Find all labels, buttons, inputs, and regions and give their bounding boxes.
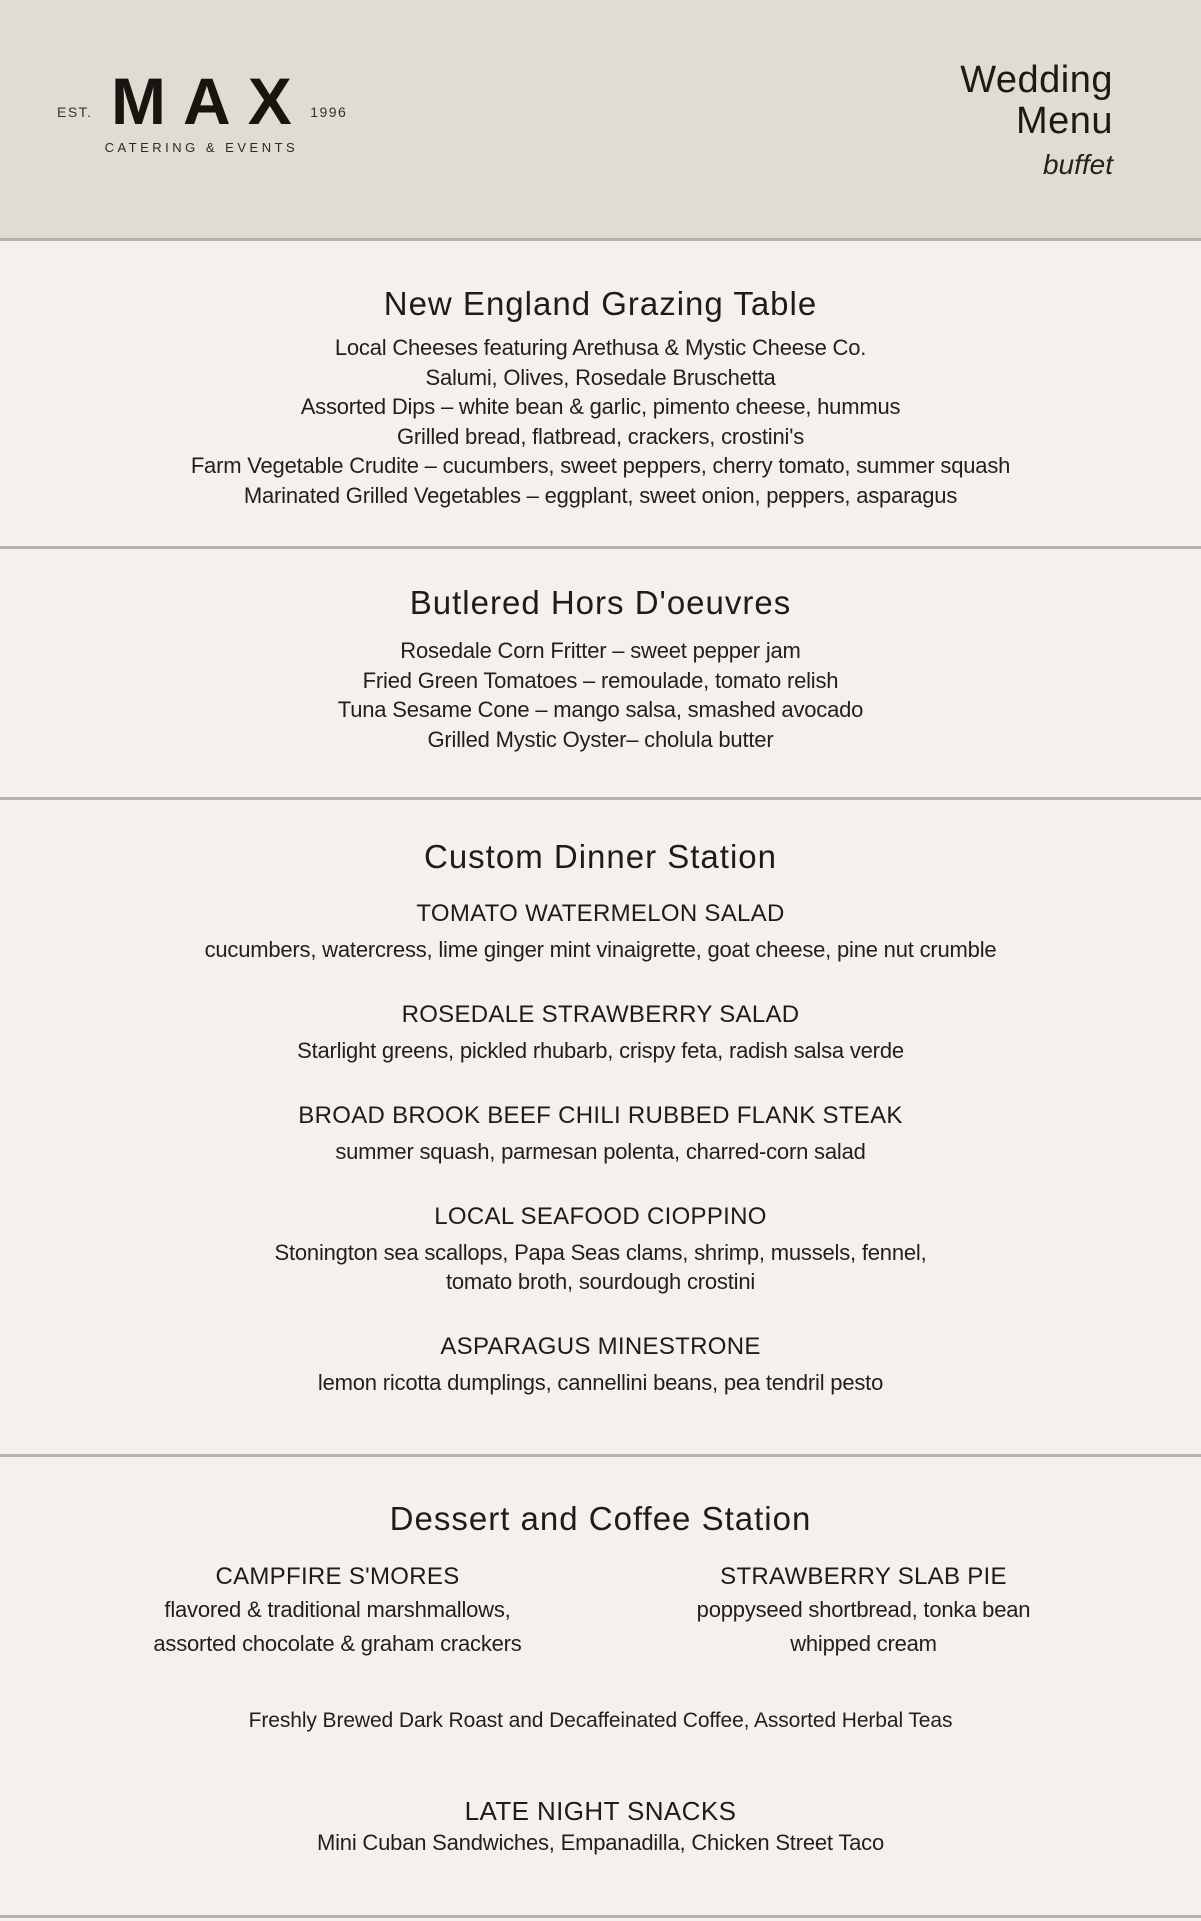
menu-item: Tuna Sesame Cone – mango salsa, smashed avocado — [337, 697, 864, 722]
logo-wordmark-block — [104, 64, 309, 155]
menu-item: Fried Green Tomatoes – remoulade, tomato relish — [362, 667, 839, 693]
header — [0, 0, 1201, 238]
divider — [0, 797, 1201, 800]
menu-title-line-1: Wedding — [960, 59, 1113, 101]
course-name: ROSEDALE STRAWBERRY SALAD — [401, 1001, 800, 1028]
course-name: TOMATO WATERMELON SALAD — [416, 900, 785, 927]
late-night-snacks-title: LATE NIGHT SNACKS — [464, 1796, 737, 1826]
section-title: New England Grazing Table — [383, 285, 818, 322]
course-rosedale-strawberry-salad — [0, 1001, 1201, 1065]
coffee-note: Freshly Brewed Dark Roast and Decaffeinated Coffee, Assorted Herbal Teas — [248, 1709, 953, 1732]
logo-year-label: 1996 — [310, 103, 348, 120]
menu-item: Local Cheeses featuring Arethusa & Mystic Cheese Co. — [334, 335, 867, 360]
divider — [0, 1454, 1201, 1457]
late-night-snacks-desc: Mini Cuban Sandwiches, Empanadilla, Chicken Street Taco — [316, 1830, 885, 1855]
menu-title-block — [960, 60, 1113, 181]
section-items — [0, 636, 1201, 754]
menu-item: Salumi, Olives, Rosedale Bruschetta — [425, 364, 776, 390]
section-dessert-coffee-station — [0, 1502, 1201, 1857]
course-desc: lemon ricotta dumplings, cannellini beans, pea tendril pesto — [317, 1370, 884, 1395]
course-name: CAMPFIRE S'MORES — [215, 1563, 460, 1590]
course-asparagus-minestrone — [0, 1333, 1201, 1397]
section-title: Butlered Hors D'oeuvres — [409, 584, 792, 621]
course-desc: poppyseed shortbread, tonka bean — [696, 1597, 1031, 1622]
section-grazing-table — [0, 287, 1201, 546]
course-name: LOCAL SEAFOOD CIOPPINO — [434, 1203, 767, 1230]
logo-wordmark: MAX — [111, 64, 309, 138]
dessert-columns — [98, 1563, 1104, 1658]
brand-logo — [57, 64, 348, 155]
course-tomato-watermelon-salad — [0, 900, 1201, 964]
course-desc: flavored & traditional marshmallows, — [164, 1597, 511, 1622]
dessert-column-strawberry-slab-pie — [624, 1563, 1104, 1658]
course-name: BROAD BROOK BEEF CHILI RUBBED FLANK STEAK — [298, 1102, 903, 1129]
menu-item: Rosedale Corn Fritter – sweet pepper jam — [400, 638, 801, 663]
menu-item: Grilled bread, flatbread, crackers, crostini's — [396, 423, 805, 449]
course-desc: tomato broth, sourdough crostini — [445, 1269, 756, 1294]
menu-item: Assorted Dips – white bean & garlic, pimento cheese, hummus — [300, 394, 901, 419]
logo-est-label: EST. — [57, 103, 93, 120]
menu-title-line-2: Menu — [1015, 100, 1113, 142]
brand-logo-row — [57, 64, 348, 155]
divider — [0, 546, 1201, 549]
divider — [0, 238, 1201, 241]
course-desc: Stonington sea scallops, Papa Seas clams, shrimp, mussels, fennel, — [274, 1240, 927, 1265]
logo-tagline: CATERING & EVENTS — [104, 140, 299, 155]
course-name: STRAWBERRY SLAB PIE — [720, 1563, 1007, 1590]
dessert-column-campfire-smores — [98, 1563, 578, 1658]
course-flank-steak — [0, 1102, 1201, 1166]
section-butlered-hors-doeuvres — [0, 586, 1201, 797]
section-custom-dinner-station — [0, 840, 1201, 1454]
course-desc: whipped cream — [790, 1630, 937, 1656]
divider — [0, 1915, 1201, 1918]
course-desc: cucumbers, watercress, lime ginger mint vinaigrette, goat cheese, pine nut crumble — [204, 937, 997, 962]
section-title: Dessert and Coffee Station — [389, 1500, 812, 1537]
course-desc: assorted chocolate & graham crackers — [153, 1630, 522, 1656]
menu-item: Grilled Mystic Oyster– cholula butter — [427, 726, 774, 752]
course-desc: summer squash, parmesan polenta, charred-corn salad — [335, 1139, 866, 1164]
course-desc: Starlight greens, pickled rhubarb, crispy feta, radish salsa verde — [297, 1038, 904, 1063]
menu-item: Farm Vegetable Crudite – cucumbers, sweet peppers, cherry tomato, summer squash — [190, 453, 1011, 478]
course-seafood-cioppino — [0, 1203, 1201, 1296]
menu-item: Marinated Grilled Vegetables – eggplant, sweet onion, peppers, asparagus — [243, 482, 958, 508]
menu-subtitle: buffet — [1042, 149, 1113, 180]
section-items — [0, 333, 1201, 510]
section-title: Custom Dinner Station — [424, 838, 777, 875]
course-name: ASPARAGUS MINESTRONE — [440, 1333, 761, 1360]
